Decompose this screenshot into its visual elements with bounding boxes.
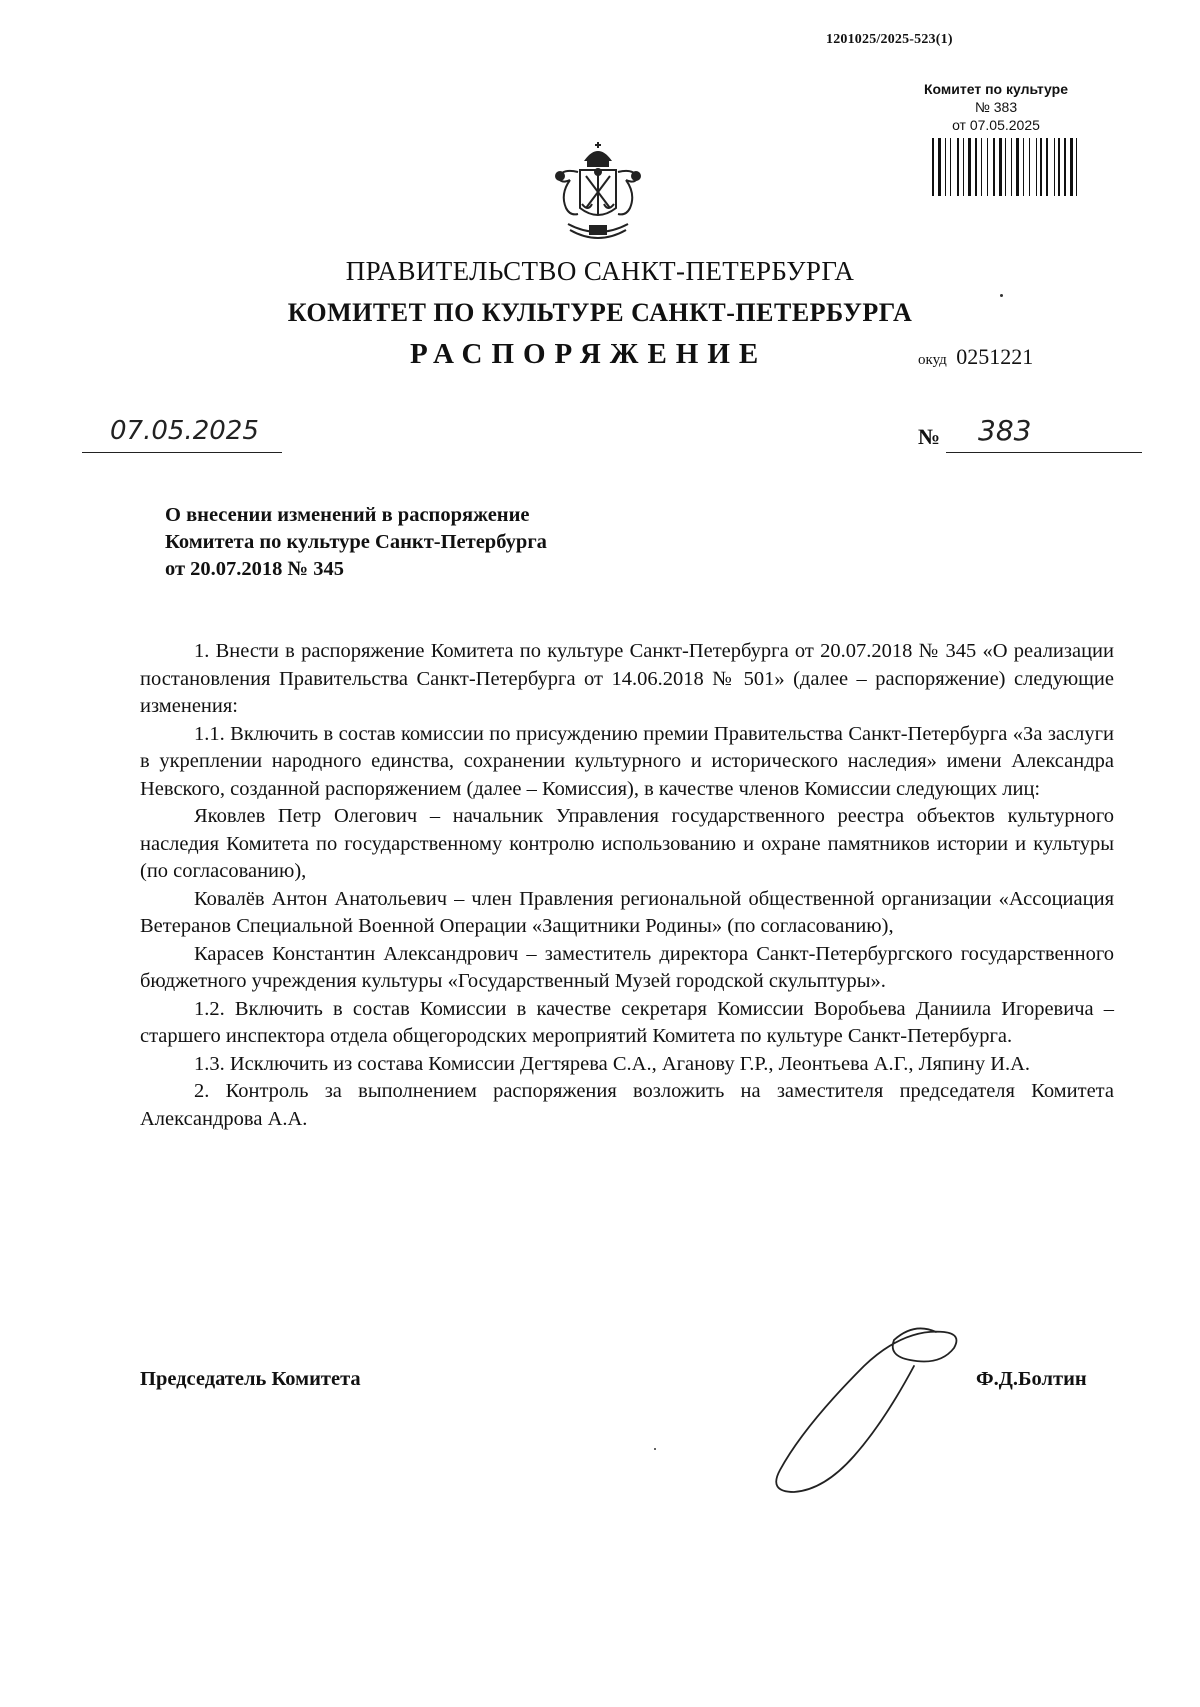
barcode-bar xyxy=(932,138,934,196)
barcode-bar xyxy=(1076,138,1077,196)
barcode-bar xyxy=(1040,138,1042,196)
subject-line: О внесении изменений в распоряжение xyxy=(165,504,530,526)
subject-line: Комитета по культуре Санкт-Петербурга xyxy=(165,531,547,553)
barcode-bar xyxy=(1016,138,1019,196)
barcode-bar xyxy=(1064,138,1066,196)
committee-title: КОМИТЕТ ПО КУЛЬТУРЕ САНКТ-ПЕТЕРБУРГА xyxy=(287,298,913,327)
barcode-bar xyxy=(1046,138,1048,196)
barcode-bar xyxy=(981,138,982,196)
okud-code: 0251221 xyxy=(956,344,1034,369)
document-type: РАСПОРЯЖЕНИЕ xyxy=(410,338,768,370)
barcode-bar xyxy=(1029,138,1030,196)
subject-line: от 20.07.2018 № 345 xyxy=(165,558,345,580)
okud-code-block xyxy=(918,344,1033,370)
government-title: ПРАВИТЕЛЬСТВО САНКТ-ПЕТЕРБУРГА xyxy=(345,256,855,286)
body-paragraph: 1.3. Исключить из состава Комиссии Дегтярева С.А., Аганову Г.Р., Леонтьева А.Г., Ляпину И.А. xyxy=(194,1052,1031,1075)
okud-label: окуд xyxy=(918,352,947,368)
barcode-bar xyxy=(963,138,964,196)
body-paragraph: Яковлев Петр Олегович – начальник Управления государственного реестра объектов культурного наследия Комитета по государственному контролю использованию и охране памятников истории и культуры (по согласованию), xyxy=(140,805,1114,882)
signer-position: Председатель Комитета xyxy=(140,1368,361,1390)
barcode-bar xyxy=(1011,138,1012,196)
barcode-bar xyxy=(938,138,941,196)
barcode-bar xyxy=(968,138,971,196)
number-underline xyxy=(946,420,1142,453)
stamp-number: № 383 xyxy=(974,99,1018,115)
coat-of-arms-emblem xyxy=(548,142,648,248)
document-number: 383 xyxy=(978,414,1032,447)
body-paragraph: Карасев Константин Александрович – заместитель директора Санкт-Петербургского государственного бюджетного учреждения культуры «Государственный Музей городской скульптуры». xyxy=(140,942,1114,992)
signer-name: Ф.Д.Болтин xyxy=(976,1368,1087,1390)
barcode xyxy=(930,138,1080,196)
body-paragraph: 1.2. Включить в состав Комиссии в качестве секретаря Комиссии Воробьева Даниила Игоревича – старшего инспектора отдела общегородских мероприятий Комитета по культуре Санкт-Петербурга. xyxy=(140,997,1114,1047)
barcode-bar xyxy=(1036,138,1037,196)
stamp-date: от 07.05.2025 xyxy=(952,117,1040,133)
body-paragraph: Ковалёв Антон Анатольевич – член Правления региональной общественной организации «Ассоциация Ветеранов Специальной Военной Операции «Защитники Родины» (по согласованию), xyxy=(140,887,1114,937)
document-subject xyxy=(165,502,547,583)
barcode-bar xyxy=(975,138,977,196)
scan-speck xyxy=(654,1448,656,1450)
barcode-bar xyxy=(950,138,951,196)
body-paragraph: 1.1. Включить в состав комиссии по присуждению премии Правительства Санкт-Петербурга «За заслуги в укреплении народного единства, сохранении культурного и исторического наследия» имени Александра Невского, созданной распоряжением (далее – Комиссия), в качестве членов Комиссии следующих лиц: xyxy=(140,722,1114,800)
registration-number: 1201025/2025-523(1) xyxy=(826,32,953,47)
scan-speck xyxy=(1000,294,1003,297)
handwritten-signature xyxy=(764,1326,974,1496)
barcode-bar xyxy=(999,138,1002,196)
barcode-bar xyxy=(1023,138,1024,196)
document-date: 07.05.2025 xyxy=(110,416,259,446)
barcode-bar xyxy=(1054,138,1055,196)
stamp-title: Комитет по культуре xyxy=(924,81,1068,97)
body-paragraph: 1. Внести в распоряжение Комитета по культуре Санкт-Петербурга от 20.07.2018 № 345 «О реализации постановления Правительства Санкт-Петербурга от 14.06.2018 № 501» (далее – распоряжение) следующие изменения: xyxy=(140,640,1114,717)
barcode-bar xyxy=(1070,138,1073,196)
barcode-bar xyxy=(957,138,959,196)
barcode-bar xyxy=(987,138,988,196)
barcode-bar xyxy=(1058,138,1060,196)
barcode-bar xyxy=(945,138,946,196)
barcode-bar xyxy=(993,138,995,196)
document-body xyxy=(140,638,1114,1133)
body-paragraph: 2. Контроль за выполнением распоряжения возложить на заместителя председателя Комитета Александрова А.А. xyxy=(140,1080,1114,1130)
number-label: № xyxy=(918,424,941,449)
barcode-bar xyxy=(1005,138,1006,196)
incoming-stamp xyxy=(906,80,1086,134)
